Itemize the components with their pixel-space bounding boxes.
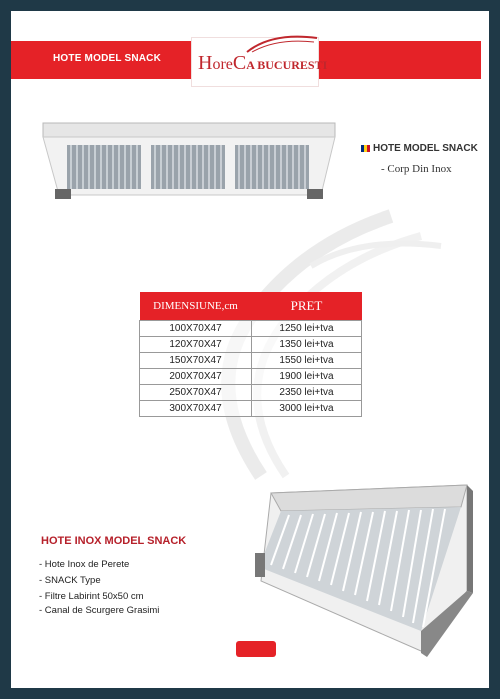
section-title: HOTE INOX MODEL SNACK xyxy=(41,535,187,547)
size-cell: 300X70X47 xyxy=(140,401,252,417)
side-title: HOTE MODEL SNACK xyxy=(373,143,478,154)
price-cell: 1900 lei+tva xyxy=(252,369,362,385)
table-row xyxy=(140,369,362,385)
table-row xyxy=(140,337,362,353)
snack-hood-image-front xyxy=(39,115,339,205)
feature-item: - SNACK Type xyxy=(39,575,101,586)
price-cell: 2350 lei+tva xyxy=(252,385,362,401)
table-row xyxy=(140,385,362,401)
size-cell: 100X70X47 xyxy=(140,321,252,337)
size-cell: 250X70X47 xyxy=(140,385,252,401)
table-row xyxy=(140,401,362,417)
table-row xyxy=(140,353,362,369)
price-cell: 1550 lei+tva xyxy=(252,353,362,369)
brand-logo: HoreCA BUCURESTI xyxy=(191,37,319,87)
size-cell: 150X70X47 xyxy=(140,353,252,369)
table-row xyxy=(140,321,362,337)
feature-item: - Hote Inox de Perete xyxy=(39,559,130,570)
price-header: PRET xyxy=(252,292,362,321)
price-cell: 1250 lei+tva xyxy=(252,321,362,337)
price-table xyxy=(139,292,362,417)
price-cell: 1350 lei+tva xyxy=(252,337,362,353)
footer-tab xyxy=(236,641,276,657)
snack-hood-image-side xyxy=(241,481,473,657)
size-cell: 200X70X47 xyxy=(140,369,252,385)
feature-item: - Canal de Scurgere Grasimi xyxy=(39,605,160,616)
brochure-page xyxy=(11,11,489,688)
price-cell: 3000 lei+tva xyxy=(252,401,362,417)
romania-flag-icon xyxy=(361,145,370,152)
side-subtitle: - Corp Din Inox xyxy=(381,163,452,175)
feature-item: - Filtre Labirint 50x50 cm xyxy=(39,591,144,602)
logo-swirl-icon xyxy=(242,32,322,54)
size-cell: 120X70X47 xyxy=(140,337,252,353)
dimension-header: DIMENSIUNE,cm xyxy=(140,292,252,321)
header-title: HOTE MODEL SNACK xyxy=(53,53,162,64)
